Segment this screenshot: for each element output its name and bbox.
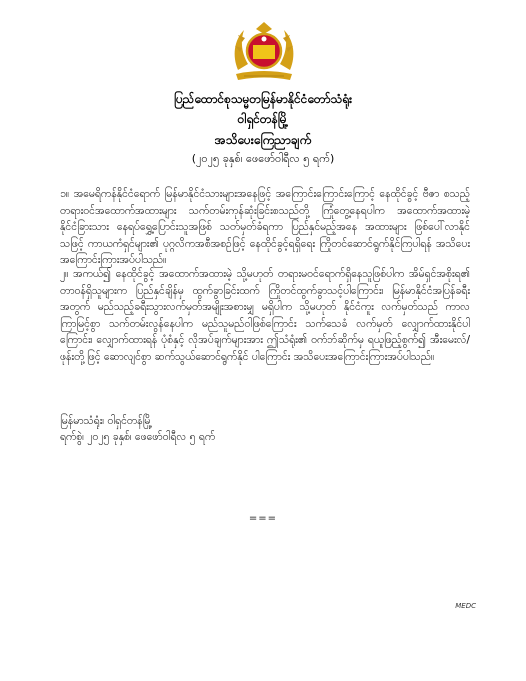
document-date: (၂၀၂၅ ခုနှစ်၊ ဖေဖော်ဝါရီလ ၅ ရက်) [191,152,335,165]
signature-issuer: မြန်မာသံရုံး၊ ဝါရှင်တန်မြို့ [60,415,152,427]
state-emblem-icon [230,20,298,82]
paragraph-1: ၁။ အမေရိကန်နိုင်ငံရောက် မြန်မာနိုင်ငံသားများအနေဖြင့် အကြောင်းကြောင်းကြောင့် နေထိုင်ခွင့် ဗီဇာ စသည့် တရားဝင်အထောက်အထားများ သက်တမ်းကုန်ဆုံးခြင်းစသည်တို့ ကြုံတွေ့နေရပါက အထောက်အထားမဲ့ နိုင်ငံခြားသား နေရပ်ရွှေ့ပြောင်းသူအဖြစ် သတ်မှတ်ခံရကာ ပြည်နှင်မည့်အနေ အထားများ ဖြစ်ပေါ်လာနိုင်သဖြင့် ကာယကံရှင်များ၏ ပုဂ္ဂလိကအစီအစဉ်ဖြင့် နေထိုင်ခွင့်ရရှိရေး ကြိုတင်ဆောင်ရွက်နိုင်ကြပါရန် အသိပေးအကြောင်းကြားအပ်ပါသည်။ [60,188,470,267]
paragraph-2: ၂။ အကယ်၍ နေထိုင်ခွင့် အထောက်အထားမဲ့ သို့မဟုတ် တရားမဝင်ရောက်ရှိနေသူဖြစ်ပါက အိမ်ရှင်အစိုးရ၏ တာဝန်ရှိသူများက ပြည်နှင်ချိန်မှ ထွက်ခွာခြင်းထက် ကြိုတင်ထွက်ခွာသင့်ပါကြောင်း၊ မြန်မာနိုင်ငံအပြန်ခရီးအတွက် မည်သည့်ခရီးသွားလက်မှတ်အမျိုးအစားမျှ မရှိပါက သို့မဟုတ် နိုင်ငံကူး လက်မှတ်သည် ကာလကြာမြင့်စွာ သက်တမ်းလွန်နေပါက မည်သူမည်ဝါဖြစ်ကြောင်း သက်သေခံ လက်မှတ် လျှောက်ထားနိုင်ပါကြောင်း၊ လျှောက်ထားရန် ပုံစံနှင့် လိုအပ်ချက်များအား ဤသံရုံး၏ ဝက်ဘ်ဆိုက်မှ ရယူဖြည့်စွက်၍ အီးမေးလ်/ဖုန်းတို့ဖြင့် ဆောလျင်စွာ ဆက်သွယ်ဆောင်ရွက်နိုင် ပါကြောင်း အသိပေးအကြောင်းကြားအပ်ပါသည်။ [60,268,470,363]
footer-code: MEDC [455,602,476,610]
signature-date: ရက်စွဲ၊ ၂၀၂၅ ခုနှစ်၊ ဖေဖော်ဝါရီလ ၅ ရက် [60,431,216,443]
ministry-title: ပြည်ထောင်စုသမ္မတမြန်မာနိုင်ငံတော်သံရုံး [173,92,353,106]
city-title: ဝါရှင်တန်မြို့ [237,112,289,126]
document-title: အသိပေးကြေညာချက် [214,133,312,147]
separator: === [248,513,278,524]
